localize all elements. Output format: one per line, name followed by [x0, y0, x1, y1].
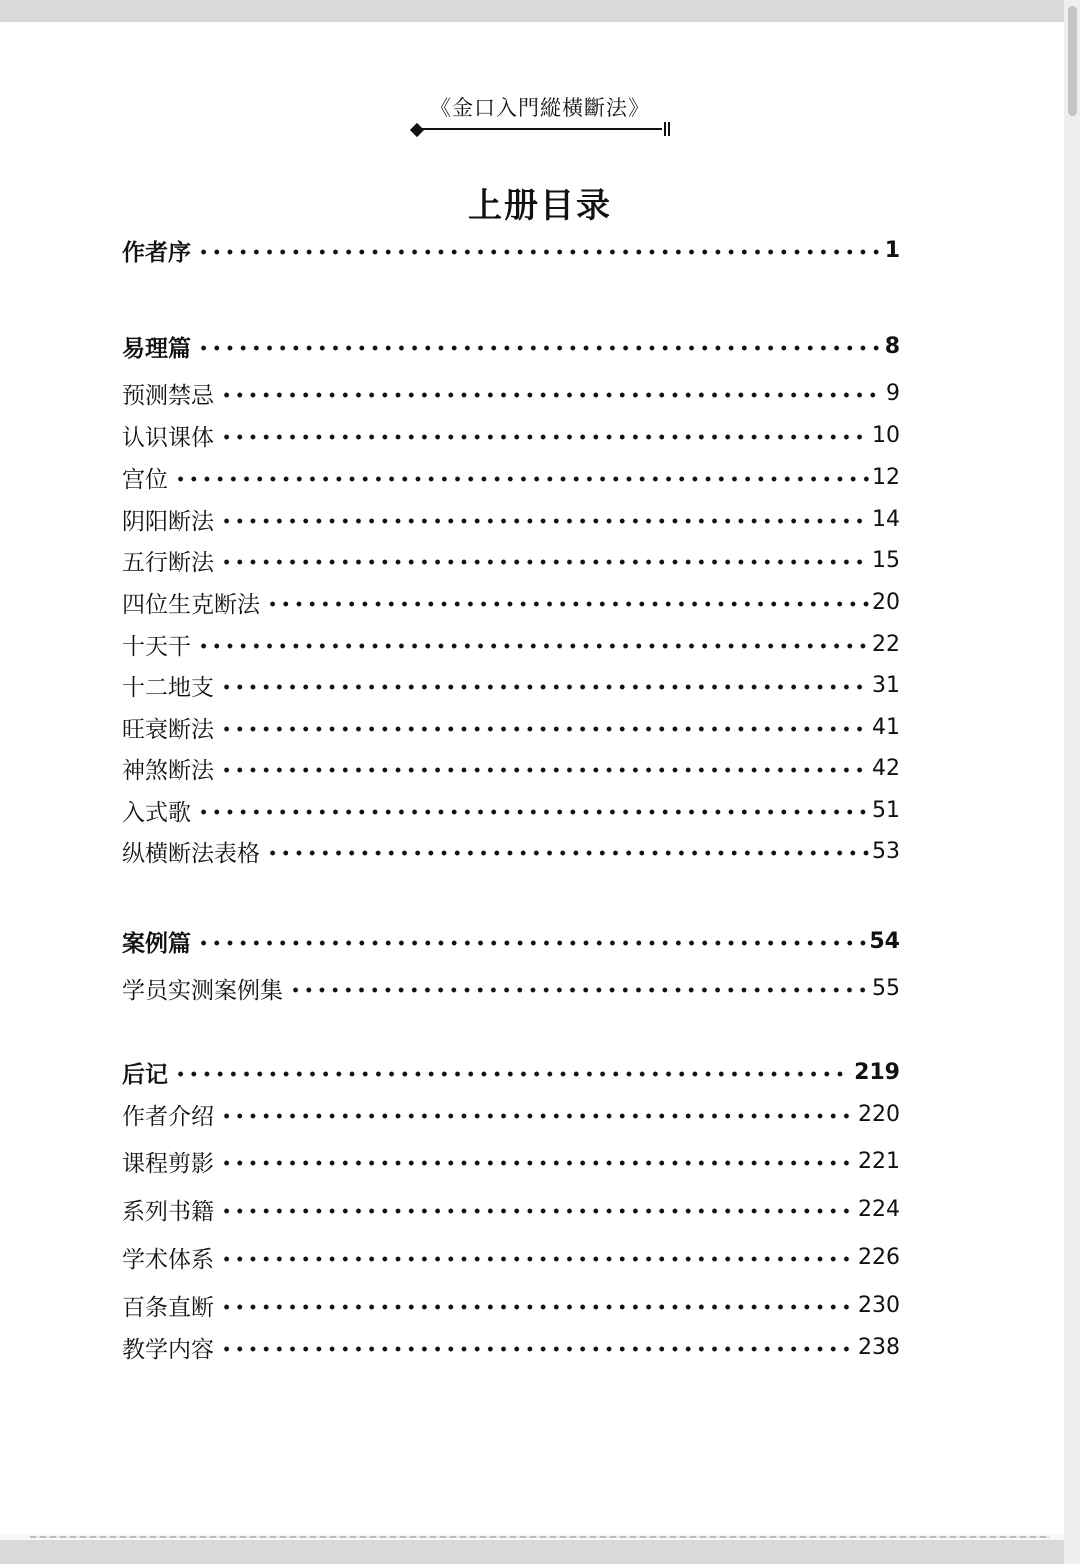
- toc-entry-label: 教学内容: [122, 1336, 214, 1363]
- toc-entry-page: 54: [869, 928, 900, 954]
- toc-entry-label: 易理篇: [122, 335, 191, 362]
- dot-leader: [220, 1160, 855, 1166]
- toc-entry-page: 22: [872, 631, 900, 657]
- toc-entry: [122, 328, 900, 364]
- bottom-frame: [0, 1540, 1080, 1564]
- dot-leader: [197, 809, 869, 815]
- toc-entry-label: 阴阳断法: [122, 508, 214, 535]
- toc-entry-label: 入式歌: [122, 799, 191, 826]
- dot-leader: [220, 684, 869, 690]
- toc-entry: [122, 833, 900, 869]
- toc-entry-label: 学员实测案例集: [122, 977, 283, 1004]
- toc-entry: [122, 667, 900, 703]
- toc-entry-page: 15: [872, 547, 900, 573]
- book-title: 《金口入門縱橫斷法》: [430, 96, 650, 120]
- dot-leader: [220, 1304, 855, 1310]
- toc-entry-page: 20: [872, 589, 900, 615]
- toc-entry: [122, 1239, 900, 1275]
- dot-leader: [220, 767, 869, 773]
- toc-entry: [122, 1054, 900, 1090]
- toc-entry-page: 1: [884, 237, 900, 263]
- dot-leader: [220, 1113, 855, 1119]
- toc-entry-label: 作者序: [122, 239, 191, 266]
- toc-entry-label: 纵横断法表格: [122, 840, 260, 867]
- toc-entry-label: 案例篇: [122, 930, 191, 957]
- toc-entry-page: 230: [858, 1292, 900, 1318]
- dot-leader: [220, 1208, 855, 1214]
- dot-leader: [289, 987, 869, 993]
- dot-leader: [197, 345, 882, 351]
- toc-entry-page: 220: [858, 1101, 900, 1127]
- toc-entry-label: 课程剪影: [122, 1150, 214, 1177]
- toc-entry-label: 四位生克断法: [122, 591, 260, 618]
- toc-entry: [122, 1191, 900, 1227]
- toc-entry-page: 10: [872, 422, 900, 448]
- running-header: [0, 92, 1080, 130]
- dot-leader: [197, 940, 866, 946]
- toc-entry: [122, 1329, 900, 1365]
- toc-entry: [122, 709, 900, 745]
- dot-leader: [220, 1346, 855, 1352]
- dot-leader: [266, 601, 869, 607]
- toc-entry-page: 14: [872, 506, 900, 532]
- toc-entry: [122, 584, 900, 620]
- toc-entry-page: 8: [884, 333, 900, 359]
- dot-leader: [266, 850, 869, 856]
- dot-leader: [220, 392, 883, 398]
- toc-entry-page: 12: [872, 464, 900, 490]
- toc-entry-page: 224: [858, 1196, 900, 1222]
- toc-entry-label: 后记: [122, 1061, 168, 1088]
- dot-leader: [220, 518, 869, 524]
- toc-entry-page: 221: [858, 1148, 900, 1174]
- toc-entry: [122, 459, 900, 495]
- toc-entry: [122, 417, 900, 453]
- toc-entry-page: 51: [872, 797, 900, 823]
- toc-entry-label: 百条直断: [122, 1294, 214, 1321]
- dot-leader: [174, 476, 869, 482]
- toc-entry-label: 五行断法: [122, 549, 214, 576]
- toc-entry-page: 31: [872, 672, 900, 698]
- toc-entry: [122, 1143, 900, 1179]
- toc-entry: [122, 1096, 900, 1132]
- toc-entry-label: 旺衰断法: [122, 716, 214, 743]
- toc-entry-page: 41: [872, 714, 900, 740]
- toc-entry-page: 238: [858, 1334, 900, 1360]
- toc-entry: [122, 792, 900, 828]
- toc-entry: [122, 501, 900, 537]
- toc-entry-label: 十二地支: [122, 674, 214, 701]
- dot-leader: [220, 434, 869, 440]
- toc-entry: [122, 1287, 900, 1323]
- double-bar-ornament-icon: [664, 122, 670, 136]
- toc-entry: [122, 626, 900, 662]
- toc-entry-label: 认识课体: [122, 424, 214, 451]
- toc-entry: [122, 375, 900, 411]
- dot-leader: [174, 1071, 851, 1077]
- toc-entry: [122, 750, 900, 786]
- dot-leader: [220, 559, 869, 565]
- scrollbar[interactable]: [1064, 0, 1080, 1564]
- toc-entry: [122, 542, 900, 578]
- toc-entry-label: 神煞断法: [122, 757, 214, 784]
- toc-entry: [122, 923, 900, 959]
- toc-entry-page: 219: [854, 1059, 900, 1085]
- page-bottom-edge: [30, 1536, 1050, 1538]
- toc-entry-label: 宫位: [122, 466, 168, 493]
- toc-entry-page: 53: [872, 838, 900, 864]
- toc-entry-label: 系列书籍: [122, 1198, 214, 1225]
- top-frame: [0, 0, 1080, 22]
- toc-entry-page: 9: [886, 380, 900, 406]
- dot-leader: [220, 1256, 855, 1262]
- toc-entry-page: 55: [872, 975, 900, 1001]
- dot-leader: [220, 726, 869, 732]
- dot-leader: [197, 643, 869, 649]
- toc-entry-page: 226: [858, 1244, 900, 1270]
- dot-leader: [197, 249, 882, 255]
- toc-entry-label: 作者介绍: [122, 1103, 214, 1130]
- toc-entry-label: 预测禁忌: [122, 382, 214, 409]
- toc-entry: [122, 970, 900, 1006]
- toc-entry-page: 42: [872, 755, 900, 781]
- toc-entry-label: 学术体系: [122, 1246, 214, 1273]
- toc-entry-label: 十天干: [122, 633, 191, 660]
- page-title: 上册目录: [468, 186, 612, 226]
- toc-entry: [122, 232, 900, 268]
